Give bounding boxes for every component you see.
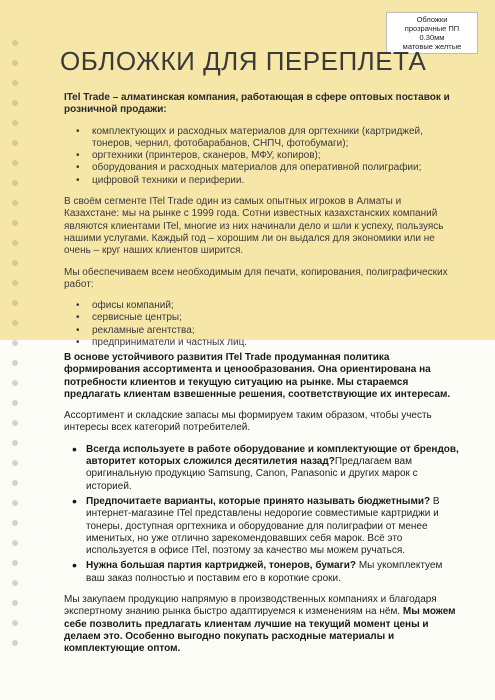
list-item: • Нужна большая партия картриджей, тонеров, бумаги? Мы укомплектуем ваш заказ полностью и поставим его в короткие сроки. — [86, 560, 460, 585]
sample-label-line-2: прозрачные ПП — [404, 24, 460, 33]
list-item: • оргтехники (принтеров, сканеров, МФУ, копиров); — [92, 150, 456, 162]
closing-paragraph: Мы закупаем продукцию напрямую в производственных компаниях и благодаря экспертному знанию рынка быстро адаптируемся к изменениям на нём. Мы можем себе позволить предлагать клиентам лучшие на текущий момент цены и делаем это. Особенно выгодно покупать расходные материалы и комплектующие оптом. — [64, 594, 456, 655]
supply-paragraph: Мы обеспечиваем всем необходимым для печати, копирования, полиграфических работ: — [64, 266, 448, 290]
experience-paragraph: В своём сегменте ITel Trade один из самых опытных игроков в Алматы и Казахстане: мы на рынке с 1999 года. Сотни известных казахстанских компаний являются клиентами ITel, многие из них начинали дело и шли к успеху, пользуясь нашими услугами. Каждый год – хорошим ли он выдался для экономики или не очень – круг наших клиентов ширится. — [64, 196, 444, 257]
offer-list — [64, 444, 460, 585]
policy-bold-paragraph: В основе устойчивого развития ITel Trade продуманная политика формирования ассортимента и ценообразования. Она ориентирована на потребности клиентов и текущую ситуацию на рынке. Мы стараемся предлагать клиентам взвешенные решения, соответствующие их интересам. — [64, 352, 451, 400]
list-item: • офисы компаний; — [92, 300, 456, 312]
binding-holes — [8, 40, 22, 660]
list-item: • предприниматели и частных лиц. — [92, 337, 456, 349]
assortment-paragraph: Ассортимент и складские запасы мы формируем таким образом, чтобы учесть интересы всех категорий потребителей. — [64, 410, 432, 434]
list-item: • рекламные агентства; — [92, 325, 456, 337]
sample-label-line-3: 0.30мм — [419, 33, 445, 42]
sample-label-line-1: Обложки — [416, 15, 448, 24]
list-item: • Предпочитаете варианты, которые принято называть бюджетными? В интернет-магазине ITel представлены недорогие совместимые картриджи и тонеры, доступная оргтехника и оборудование для полиграфии от менее именитых, но уже отлично зарекомендовавших себя марок. Всё это используется в офисе ITel, поэтому за качество мы можем ручаться. — [86, 496, 460, 557]
intro-section — [64, 92, 456, 358]
list-item: • комплектующих и расходных материалов для оргтехники (картриджей, тонеров, чернил, фотобарабанов, СНПЧ, фотобумаги); — [92, 126, 456, 151]
client-list — [64, 300, 456, 349]
list-item: • Всегда используете в работе оборудование и комплектующие от брендов, авторитет которых сложился десятилетия назад?Предлагаем вам оригинальную продукцию Samsung, Canon, Panasonic и других марок с историей. — [86, 444, 460, 493]
policy-section — [64, 352, 460, 665]
product-list — [64, 126, 456, 187]
intro-lead: ITel Trade – алматинская компания, работающая в сфере оптовых поставок и розничной продажи: — [64, 92, 450, 116]
list-item: • цифровой техники и периферии. — [92, 175, 456, 187]
list-item: • оборудования и расходных материалов для оперативной полиграфии; — [92, 162, 456, 174]
list-item: • сервисные центры; — [92, 312, 456, 324]
sample-label-line-4: матовые желтые — [402, 42, 462, 51]
page-title: ОБЛОЖКИ ДЛЯ ПЕРЕПЛЕТА — [60, 46, 427, 76]
